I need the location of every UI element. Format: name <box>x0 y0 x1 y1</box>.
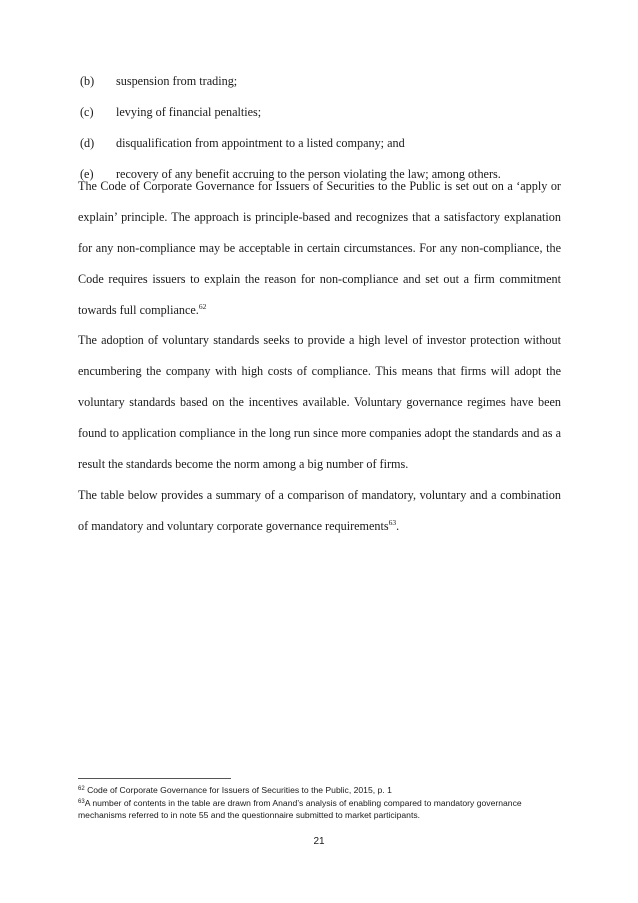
list-item-text: recovery of any benefit accruing to the person violating the law; among others. <box>116 167 501 181</box>
list-item-text: disqualification from appointment to a listed company; and <box>116 136 405 150</box>
list-item-text: suspension from trading; <box>116 74 238 88</box>
footnote-ref-62[interactable]: 62 <box>198 302 207 311</box>
list-item-label: (e) <box>80 167 94 181</box>
footnote-text: Code of Corporate Governance for Issuers of Securities to the Public, 2015, p. 1 <box>84 785 392 795</box>
list-item <box>80 103 560 134</box>
footnote-text: A number of contents in the table are drawn from Anand’s analysis of enabling compared to mandatory governance mechanisms referred to in note 55 and the questionnaire submitted to market participants. <box>78 798 522 820</box>
footnote-62 <box>78 784 568 796</box>
paragraph-text: The adoption of voluntary standards seeks to provide a high level of investor protection without encumbering the company with high costs of compliance. This means that firms will adopt the voluntary standards based on the incentives available. Voluntary governance regimes have been found to application compliance in the long run since more companies adopt the standards and as a result the standards become the norm among a big number of firms. <box>78 333 561 471</box>
paragraph-text: The Code of Corporate Governance for Issuers of Securities to the Public is set out on a ‘apply or explain’ principle. The approach is principle-based and recognizes that a satisfactory explanation for any non-compliance may be acceptable in certain circumstances. For any non-compliance, the Code requires issuers to explain the reason for non-compliance and set out a firm commitment towards full compliance. <box>78 179 561 317</box>
list-item <box>80 72 560 103</box>
list-item <box>80 134 560 165</box>
list-item-text: levying of financial penalties; <box>116 105 262 119</box>
footnote-ref-63[interactable]: 63 <box>388 518 397 527</box>
paragraph-voluntary-standards <box>78 325 561 480</box>
paragraph-text: The table below provides a summary of a comparison of mandatory, voluntary and a combination of mandatory and voluntary corporate governance requirements <box>78 488 561 533</box>
footnote-separator <box>78 778 231 779</box>
footnote-63 <box>78 797 568 821</box>
list-item-label: (c) <box>80 105 94 119</box>
footnote-number: 63 <box>78 799 85 805</box>
list-item-label: (d) <box>80 136 95 150</box>
paragraph-table-intro <box>78 480 561 542</box>
footnote-number: 62 <box>78 786 85 792</box>
page-number: 21 <box>313 836 325 847</box>
paragraph-code-of-governance <box>78 171 561 326</box>
paragraph-end: . <box>396 519 400 533</box>
list-item-label: (b) <box>80 74 95 88</box>
